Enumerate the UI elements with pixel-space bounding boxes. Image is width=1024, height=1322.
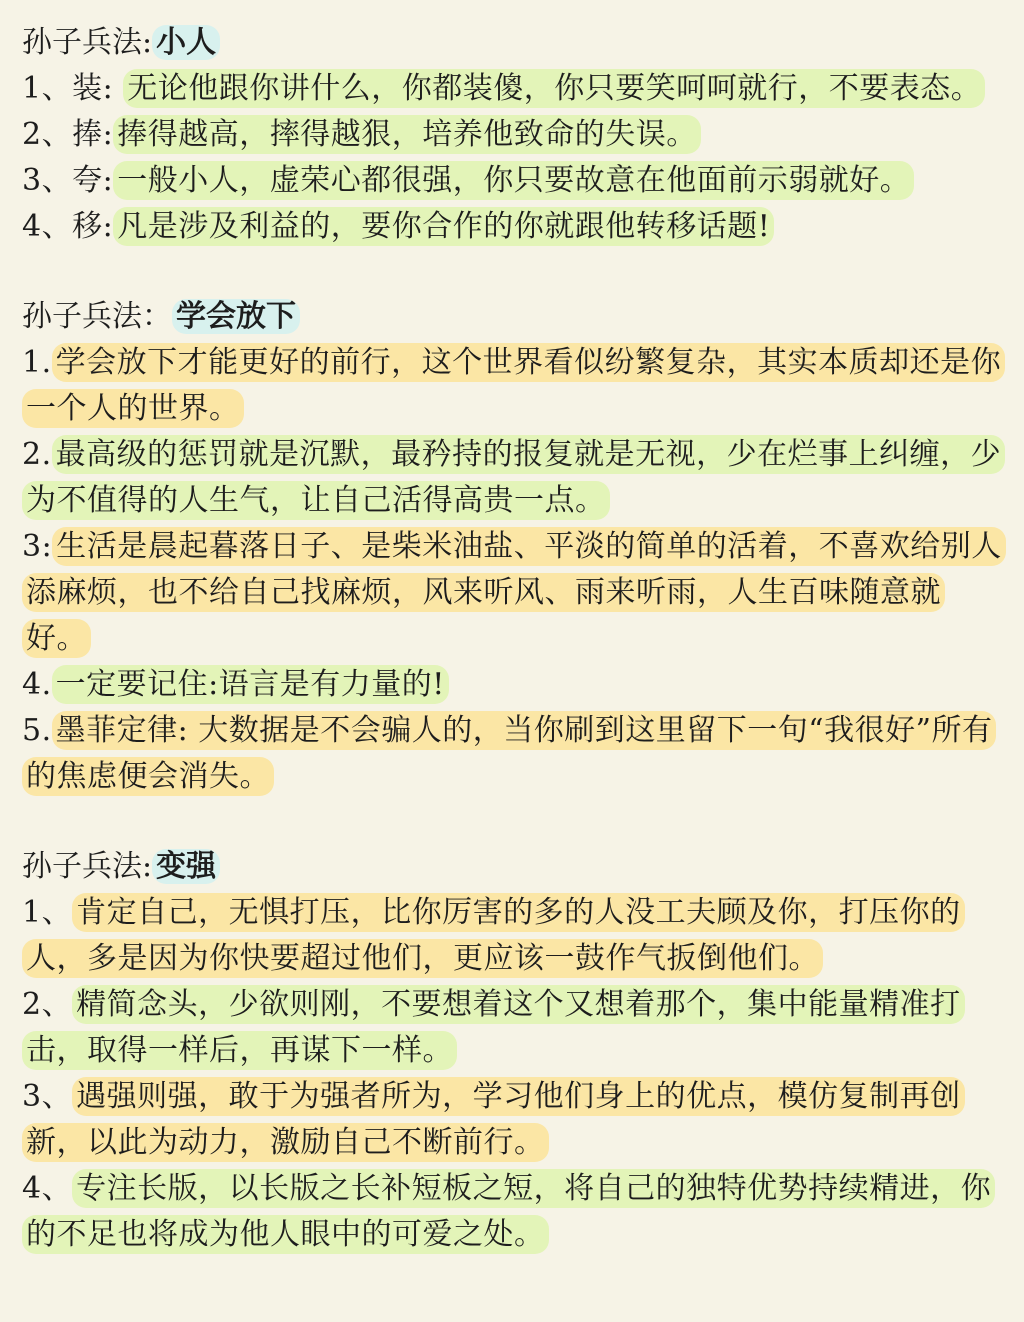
list-item [22,708,1002,800]
item-text: 最高级的惩罚就是沉默，最矜持的报复就是无视，少在烂事上纠缠，少为不值得的人生气，让自己活得高贵一点。 [22,435,1005,520]
item-prefix: 3、夸: [22,163,114,198]
item-text: 专注长版，以长版之长补短板之短，将自己的独特优势持续精进，你的不足也将成为他人眼中的可爱之处。 [22,1169,995,1254]
item-text: 一定要记住:语言是有力量的! [52,665,449,704]
list-item [22,982,1002,1074]
list-item [22,340,1002,432]
list-item [22,66,1002,112]
item-prefix: 3、 [22,1079,73,1114]
section-title-prefix: 孙子兵法: [22,25,153,60]
item-prefix: 4、移: [22,209,114,244]
section-let-go [22,294,1002,800]
section-xiaoren [22,20,1002,250]
item-prefix: 2、捧: [22,117,114,152]
section-title-highlight: 学会放下 [172,299,300,334]
item-prefix: 1. [22,345,52,380]
list-item [22,432,1002,524]
section-title-highlight: 小人 [152,25,220,60]
item-text: 捧得越高，摔得越狠，培养他致命的失误。 [113,115,701,154]
list-item [22,112,1002,158]
section-title [22,294,1002,340]
item-prefix: 4. [22,667,52,702]
item-text: 凡是涉及利益的，要你合作的你就跟他转移话题! [113,207,774,246]
list-item [22,1166,1002,1258]
item-prefix: 3: [22,529,53,564]
item-text: 墨菲定律: 大数据是不会骗人的，当你刷到这里留下一句“我很好”所有的焦虑便会消失。 [22,711,996,796]
list-item [22,890,1002,982]
section-title-prefix: 孙子兵法: [22,849,153,884]
list-item [22,524,1002,662]
list-item [22,158,1002,204]
section-title-prefix: 孙子兵法： [22,299,172,334]
item-prefix: 4、 [22,1171,73,1206]
item-text: 无论他跟你讲什么，你都装傻，你只要笑呵呵就行，不要表态。 [123,69,985,108]
item-text: 学会放下才能更好的前行，这个世界看似纷繁复杂，其实本质却还是你一个人的世界。 [22,343,1005,428]
section-title [22,844,1002,890]
item-prefix: 1、装: [22,71,124,106]
item-text: 生活是晨起暮落日子、是柴米油盐、平淡的简单的活着，不喜欢给别人添麻烦，也不给自己找麻烦，风来听风、雨来听雨，人生百味随意就好。 [22,527,1006,658]
item-text: 遇强则强，敢于为强者所为，学习他们身上的优点，模仿复制再创新，以此为动力，激励自己不断前行。 [22,1077,965,1162]
item-prefix: 2、 [22,987,73,1022]
list-item [22,662,1002,708]
section-become-strong [22,844,1002,1258]
item-prefix: 5. [22,713,52,748]
item-text: 肯定自己，无惧打压，比你厉害的多的人没工夫顾及你，打压你的人，多是因为你快要超过他们，更应该一鼓作气扳倒他们。 [22,893,965,978]
section-title [22,20,1002,66]
list-item [22,1074,1002,1166]
item-prefix: 1、 [22,895,73,930]
section-title-highlight: 变强 [152,849,220,884]
item-prefix: 2. [22,437,52,472]
item-text: 一般小人，虚荣心都很强，你只要故意在他面前示弱就好。 [113,161,914,200]
item-text: 精简念头，少欲则刚，不要想着这个又想着那个，集中能量精准打击，取得一样后，再谋下一样。 [22,985,965,1070]
list-item [22,204,1002,250]
